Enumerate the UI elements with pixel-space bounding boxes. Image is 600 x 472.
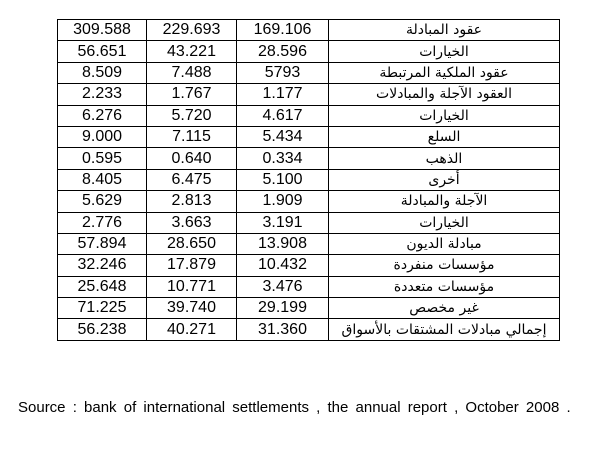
row-label-cell: الآجلة والمبادلة (329, 191, 560, 212)
value-cell-2006: 29.199 (237, 298, 329, 319)
table-row (58, 169, 560, 190)
table-row (58, 105, 560, 126)
table-row (58, 62, 560, 83)
value-cell-2007: 28.650 (147, 233, 237, 254)
table-body (58, 20, 560, 341)
value-cell-2007: 6.475 (147, 169, 237, 190)
table-row (58, 20, 560, 41)
row-label-cell: الذهب (329, 148, 560, 169)
value-cell-2008: 309.588 (58, 20, 147, 41)
table-row (58, 126, 560, 147)
row-label-cell: الخيارات (329, 41, 560, 62)
value-cell-2006: 10.432 (237, 255, 329, 276)
value-cell-2007: 39.740 (147, 298, 237, 319)
table-row (58, 191, 560, 212)
table-row (58, 212, 560, 233)
derivatives-table (57, 19, 560, 341)
row-label-cell: أخرى (329, 169, 560, 190)
value-cell-2006: 1.909 (237, 191, 329, 212)
value-cell-2008: 5.629 (58, 191, 147, 212)
row-label-cell: مبادلة الديون (329, 233, 560, 254)
value-cell-2008: 8.509 (58, 62, 147, 83)
row-label-cell: عقود الملكية المرتبطة (329, 62, 560, 83)
value-cell-2006: 4.617 (237, 105, 329, 126)
value-cell-2007: 10.771 (147, 276, 237, 297)
value-cell-2008: 0.595 (58, 148, 147, 169)
value-cell-2008: 57.894 (58, 233, 147, 254)
value-cell-2007: 43.221 (147, 41, 237, 62)
value-cell-2008: 25.648 (58, 276, 147, 297)
value-cell-2006: 3.476 (237, 276, 329, 297)
table-row (58, 255, 560, 276)
row-label-cell: إجمالي مبادلات المشتقات بالأسواق (329, 319, 560, 340)
table-row (58, 148, 560, 169)
row-label-cell: غير مخصص (329, 298, 560, 319)
value-cell-2008: 2.233 (58, 84, 147, 105)
row-label-cell: مؤسسات متعددة (329, 276, 560, 297)
table-row (58, 319, 560, 340)
row-label-cell: مؤسسات منفردة (329, 255, 560, 276)
value-cell-2008: 9.000 (58, 126, 147, 147)
value-cell-2006: 0.334 (237, 148, 329, 169)
row-label-cell: عقود المبادلة (329, 20, 560, 41)
value-cell-2008: 56.651 (58, 41, 147, 62)
value-cell-2007: 7.115 (147, 126, 237, 147)
value-cell-2006: 3.191 (237, 212, 329, 233)
value-cell-2007: 1.767 (147, 84, 237, 105)
value-cell-2008: 8.405 (58, 169, 147, 190)
row-label-cell: السلع (329, 126, 560, 147)
table-row (58, 298, 560, 319)
value-cell-2007: 7.488 (147, 62, 237, 83)
value-cell-2008: 56.238 (58, 319, 147, 340)
value-cell-2006: 13.908 (237, 233, 329, 254)
table-row (58, 276, 560, 297)
value-cell-2006: 28.596 (237, 41, 329, 62)
table-row (58, 233, 560, 254)
source-note: Source : bank of international settlements , the annual report , October 2008 . (18, 399, 571, 416)
value-cell-2006: 169.106 (237, 20, 329, 41)
value-cell-2007: 17.879 (147, 255, 237, 276)
value-cell-2008: 2.776 (58, 212, 147, 233)
table-row (58, 84, 560, 105)
value-cell-2006: 1.177 (237, 84, 329, 105)
value-cell-2007: 3.663 (147, 212, 237, 233)
row-label-cell: الخيارات (329, 212, 560, 233)
value-cell-2007: 40.271 (147, 319, 237, 340)
value-cell-2006: 5793 (237, 62, 329, 83)
value-cell-2007: 0.640 (147, 148, 237, 169)
value-cell-2008: 32.246 (58, 255, 147, 276)
value-cell-2006: 5.434 (237, 126, 329, 147)
value-cell-2006: 31.360 (237, 319, 329, 340)
value-cell-2007: 5.720 (147, 105, 237, 126)
value-cell-2008: 6.276 (58, 105, 147, 126)
row-label-cell: الخيارات (329, 105, 560, 126)
row-label-cell: العقود الآجلة والمبادلات (329, 84, 560, 105)
value-cell-2008: 71.225 (58, 298, 147, 319)
table-row (58, 41, 560, 62)
value-cell-2006: 5.100 (237, 169, 329, 190)
value-cell-2007: 229.693 (147, 20, 237, 41)
value-cell-2007: 2.813 (147, 191, 237, 212)
